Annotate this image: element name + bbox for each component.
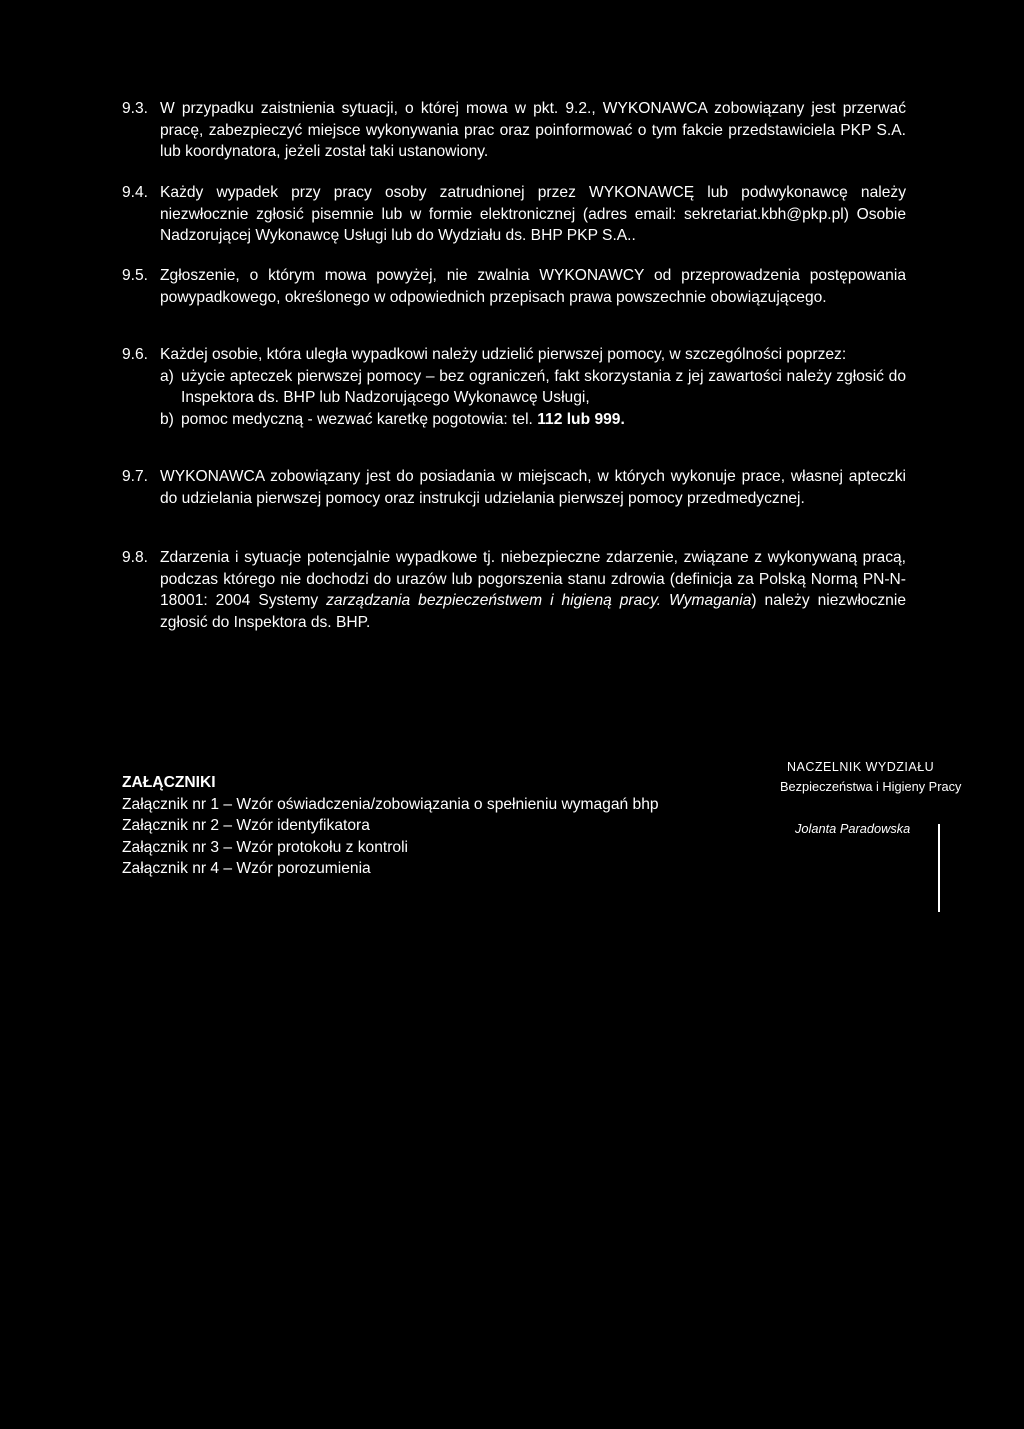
section-text [160, 547, 906, 633]
attachment-item-3: Załącznik nr 3 – Wzór protokołu z kontroli [122, 838, 408, 856]
section-number: 9.8. [122, 549, 149, 566]
stamp-title: NACZELNIK WYDZIAŁU [787, 760, 935, 774]
section-text-italic: zarządzania bezpieczeństwem i higieną pracy. Wymagania [326, 592, 752, 610]
section-text-part-1: Zdarzenia i sytuacje potencjalnie wypadkowe tj. niebezpieczne zdarzenie, związane z wykonywaną pracą, podczas którego nie dochodzi do urazów lub pogorszenia stanu zdrowia (definicja za Polską Normą PN-N-18001: 2004 Systemy [160, 549, 906, 610]
section-number: 9.7. [122, 468, 149, 485]
attachment-item-4: Załącznik nr 4 – Wzór porozumienia [122, 860, 371, 877]
section-number: 9.5. [122, 267, 149, 284]
section-9-3 [122, 98, 906, 163]
list-text-plain: pomoc medyczną - wezwać karetkę pogotowia: tel. [181, 410, 533, 428]
list-letter: a) [160, 367, 174, 385]
attachments-heading: ZAŁĄCZNIKI [122, 774, 216, 791]
official-stamp [775, 760, 975, 950]
section-text: W przypadku zaistnienia sytuacji, o której mowa w pkt. 9.2., WYKONAWCA zobowiązany jest przerwać pracę, zabezpieczyć miejsce wykonywania prac oraz poinformować o tym fakcie przedstawiciela PKP S.A. lub koordynatora, jeżeli został taki ustanowiony. [160, 100, 906, 161]
list-text: użycie apteczek pierwszej pomocy – bez ograniczeń, fakt skorzystania z jej zawartości należy zgłosić do Inspektora ds. BHP lub Nadzorującego Wykonawcę Usługi, [181, 367, 906, 407]
stamp-signatory-name: Jolanta Paradowska [795, 821, 911, 836]
attachment-item-2: Załącznik nr 2 – Wzór identyfikatora [122, 817, 370, 834]
section-text-part-2: ) należy niezwłocznie zgłosić do Inspektora ds. BHP. [160, 592, 906, 631]
stamp-department: Bezpieczeństwa i Higieny Pracy [780, 779, 962, 794]
list-item-a [160, 366, 906, 409]
section-9-4 [122, 182, 906, 247]
section-9-7 [122, 466, 906, 509]
attachment-item-1: Załącznik nr 1 – Wzór oświadczenia/zobowiązania o spełnieniu wymagań bhp [122, 795, 659, 813]
signature-stroke [938, 824, 940, 912]
list-item-b [160, 409, 906, 431]
section-number: 9.3. [122, 100, 149, 117]
list-text [181, 409, 906, 431]
section-number: 9.6. [122, 346, 149, 363]
section-text: Każdy wypadek przy pracy osoby zatrudnionej przez WYKONAWCĘ lub podwykonawcę należy niezwłocznie zgłosić pisemnie lub w formie elektronicznej (adres email: sekretariat.kbh@pkp.pl) Osobie Nadzorującej Wykonawcę Usługi lub do Wydziału ds. BHP PKP S.A.. [160, 184, 906, 245]
section-text: Każdej osobie, która uległa wypadkowi należy udzielić pierwszej pomocy, w szczególności poprzez: [160, 346, 847, 363]
section-text: Zgłoszenie, o którym mowa powyżej, nie zwalnia WYKONAWCY od przeprowadzenia postępowania powypadkowego, określonego w odpowiednich przepisach prawa powszechnie obowiązującego. [160, 267, 906, 306]
attachments-list [122, 772, 659, 880]
list-letter: b) [160, 410, 174, 428]
section-number: 9.4. [122, 184, 149, 201]
section-body [160, 344, 906, 430]
section-9-6 [122, 344, 906, 430]
section-9-5 [122, 265, 906, 308]
emergency-numbers: 112 lub 999. [537, 410, 625, 428]
section-9-8 [122, 547, 906, 633]
section-text: WYKONAWCA zobowiązany jest do posiadania w miejscach, w których wykonuje prace, własnej apteczki do udzielania pierwszej pomocy oraz instrukcji udzielania pierwszej pomocy przedmedycznej. [160, 468, 906, 507]
